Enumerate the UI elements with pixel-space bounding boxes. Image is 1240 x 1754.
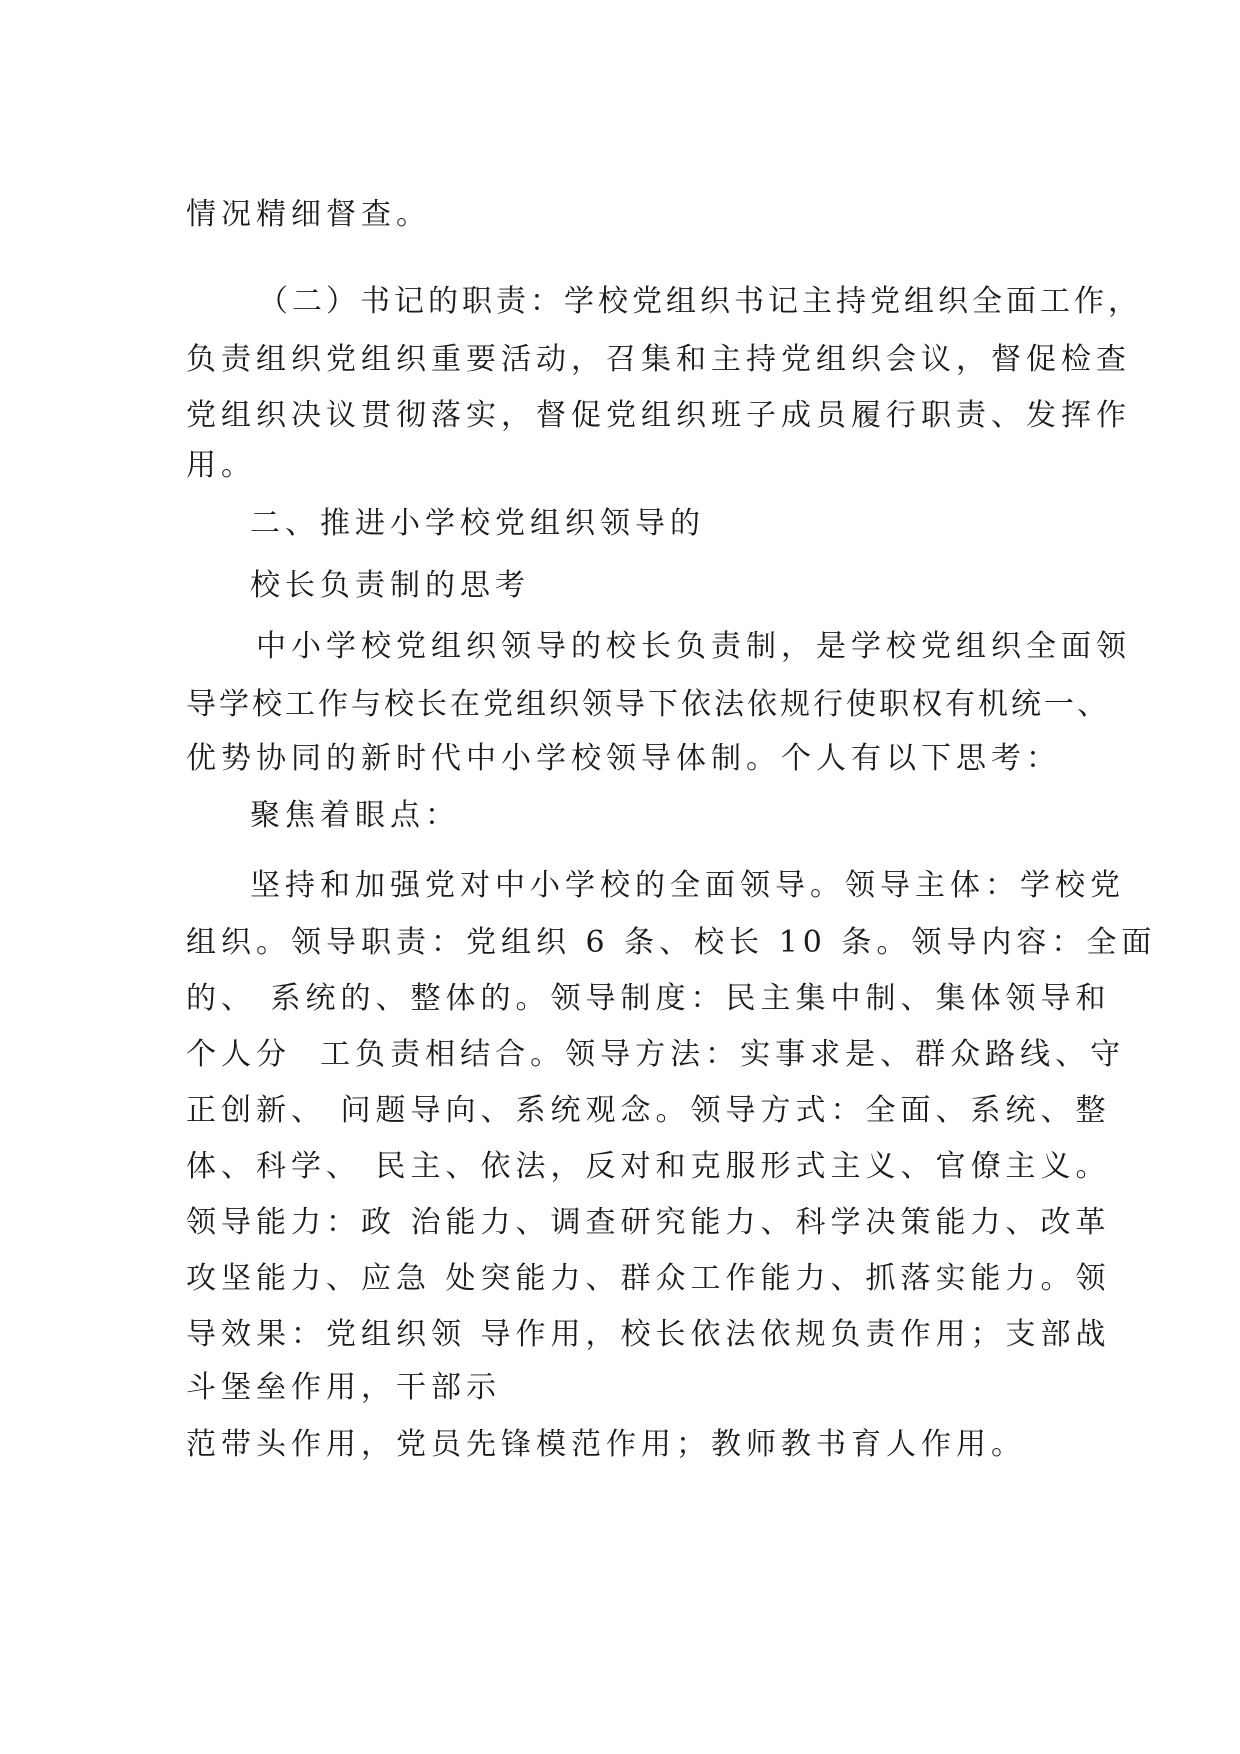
text-line: 优势协同的新时代中小学校领导体制。个人有以下思考： [186, 741, 1061, 776]
text-line: 坚持和加强党对中小学校的全面领导。领导主体：学校党 [250, 868, 1125, 903]
text-line: 体、科学、 民主、依法，反对和克服形式主义、官僚主义。 [186, 1149, 1111, 1184]
text-line: 组织。领导职责：党组织 6 条、校长 10 条。领导内容：全面 [186, 925, 1157, 960]
text-line: 用。 [186, 448, 256, 483]
sub-heading: 聚焦着眼点： [250, 798, 460, 833]
text-line: 的、 系统的、整体的。领导制度：民主集中制、集体领导和 [186, 981, 1111, 1016]
text-line: 个人分 工负责相结合。领导方法：实事求是、群众路线、守 [186, 1037, 1126, 1072]
text-line: 正创新、 问题导向、系统观念。领导方式：全面、系统、整 [186, 1093, 1111, 1128]
text-line: 中小学校党组织领导的校长负责制，是学校党组织全面领 [256, 629, 1131, 664]
text-line: 党组织决议贯彻落实，督促党组织班子成员履行职责、发挥作 [186, 398, 1131, 433]
text-line: 攻坚能力、应急 处突能力、群众工作能力、抓落实能力。领 [186, 1261, 1111, 1296]
text-line: （二）书记的职责：学校党组织书记主持党组织全面工作， [258, 284, 1142, 319]
text-line: 范带头作用，党员先锋模范作用；教师教书育人作用。 [186, 1427, 1026, 1462]
text-line: 导学校工作与校长在党组织领导下依法依规行使职权有机统一、 [186, 687, 1110, 722]
text-line: 情况精细督查。 [186, 197, 431, 232]
text-line: 导效果：党组织领 导作用，校长依法依规负责作用；支部战 [186, 1317, 1111, 1352]
text-line: 负责组织党组织重要活动，召集和主持党组织会议，督促检查 [186, 342, 1131, 377]
section-heading: 校长负责制的思考 [250, 568, 530, 603]
section-heading: 二、推进小学校党组织领导的 [250, 506, 705, 541]
text-line: 领导能力：政 治能力、调查研究能力、科学决策能力、改革 [186, 1205, 1111, 1240]
text-line: 斗堡垒作用，干部示 [186, 1370, 501, 1405]
